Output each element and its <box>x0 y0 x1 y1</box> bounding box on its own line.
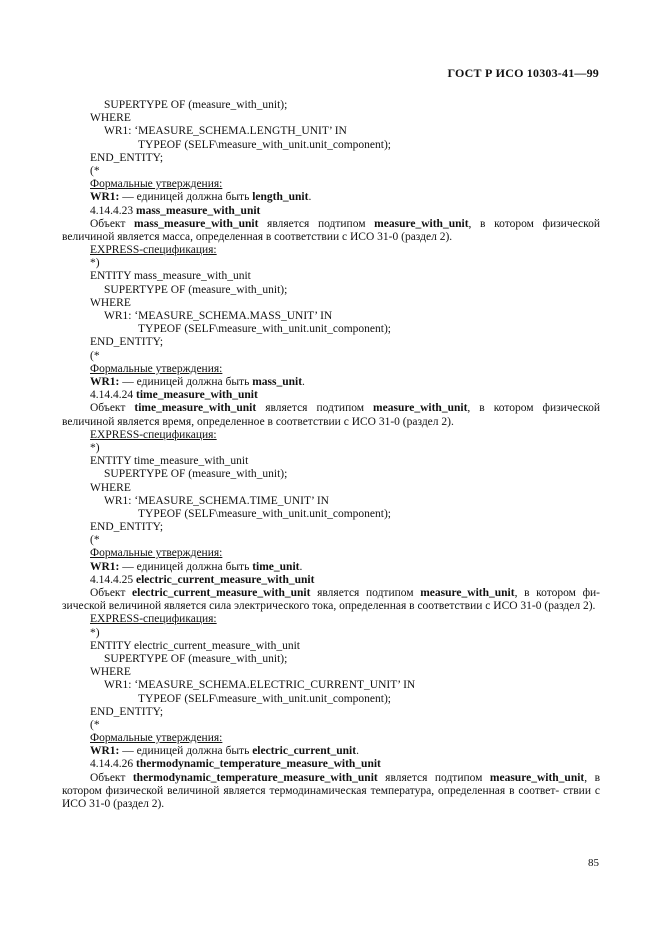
code-line: END_ENTITY; <box>90 151 164 164</box>
page-number: 85 <box>588 857 599 869</box>
paragraph: Объект mass_measure_with_unit является подтипом measure_with_unit, в котором физической величиной является масса, определенная в соответствии с ИСО 31-0 (раздел 2). <box>62 217 601 243</box>
code-line: WR1: ‘MEASURE_SCHEMA.MASS_UNIT’ IN <box>104 310 333 323</box>
rule-line: WR1: — единицей должна быть mass_unit. <box>90 375 305 388</box>
code-line: SUPERTYPE OF (measure_with_unit); <box>104 652 288 665</box>
code-line: SUPERTYPE OF (measure_with_unit); <box>104 99 288 111</box>
formal-propositions-heading: Формальные утверждения: <box>90 178 223 191</box>
code-line: TYPEOF (SELF\measure_with_unit.unit_component); <box>138 692 391 705</box>
code-line: ENTITY mass_measure_with_unit <box>90 270 251 283</box>
code-line: (* <box>90 534 100 547</box>
rule-line: WR1: — единицей должна быть length_unit. <box>90 191 312 204</box>
section-heading: 4.14.4.25 electric_current_measure_with_unit <box>90 573 315 586</box>
code-line: (* <box>90 164 100 177</box>
document-header: ГОСТ Р ИСО 10303-41—99 <box>447 66 599 80</box>
page-body <box>62 99 600 811</box>
code-line: END_ENTITY; <box>90 336 164 349</box>
paragraph: Объект electric_current_measure_with_unit является подтипом measure_with_unit, в котором фи- зической величиной является сила электрического тока, определенная в соответствии с ИСО 31-0 (раздел 2). <box>62 587 601 613</box>
formal-propositions-heading: Формальные утверждения: <box>90 362 223 375</box>
code-line: TYPEOF (SELF\measure_with_unit.unit_component); <box>138 138 391 151</box>
code-line: END_ENTITY; <box>90 705 164 718</box>
express-spec-heading: EXPRESS-спецификация: <box>90 613 217 626</box>
code-line: *) <box>90 626 100 639</box>
code-line: WHERE <box>90 296 131 309</box>
express-spec-heading: EXPRESS-спецификация: <box>90 244 217 257</box>
code-line: SUPERTYPE OF (measure_with_unit); <box>104 468 288 481</box>
code-line: (* <box>90 349 100 362</box>
code-line: SUPERTYPE OF (measure_with_unit); <box>104 283 288 296</box>
section-heading: 4.14.4.24 time_measure_with_unit <box>90 389 258 402</box>
code-line: WHERE <box>90 112 131 125</box>
code-line: *) <box>90 257 100 270</box>
code-line: WR1: ‘MEASURE_SCHEMA.LENGTH_UNIT’ IN <box>104 125 347 138</box>
code-line: END_ENTITY; <box>90 521 164 534</box>
section-heading: 4.14.4.23 mass_measure_with_unit <box>90 204 261 217</box>
rule-line: WR1: — единицей должна быть electric_current_unit. <box>90 745 359 758</box>
code-line: ENTITY electric_current_measure_with_unit <box>90 639 301 652</box>
code-line: WHERE <box>90 666 131 679</box>
code-line: *) <box>90 441 100 454</box>
paragraph: Объект thermodynamic_temperature_measure_with_unit является подтипом measure_with_unit, в котором физической величиной является термодинамическая температура, определенная в соответ- ствии с ИСО 31-0 (раздел 2). <box>62 771 601 811</box>
code-line: TYPEOF (SELF\measure_with_unit.unit_component); <box>138 507 391 520</box>
paragraph: Объект time_measure_with_unit является подтипом measure_with_unit, в котором физической величиной является время, определенное в соответствии с ИСО 31-0 (раздел 2). <box>62 402 600 428</box>
express-spec-heading: EXPRESS-спецификация: <box>90 428 217 441</box>
code-line: WR1: ‘MEASURE_SCHEMA.TIME_UNIT’ IN <box>104 494 329 507</box>
code-line: WHERE <box>90 481 131 494</box>
code-line: (* <box>90 718 100 731</box>
formal-propositions-heading: Формальные утверждения: <box>90 547 223 560</box>
code-line: ENTITY time_measure_with_unit <box>90 455 249 468</box>
code-line: WR1: ‘MEASURE_SCHEMA.ELECTRIC_CURRENT_UNIT’ IN <box>104 679 416 692</box>
formal-propositions-heading: Формальные утверждения: <box>90 732 223 745</box>
rule-line: WR1: — единицей должна быть time_unit. <box>90 560 303 573</box>
section-heading: 4.14.4.26 thermodynamic_temperature_measure_with_unit <box>90 758 381 771</box>
code-line: TYPEOF (SELF\measure_with_unit.unit_component); <box>138 323 391 336</box>
